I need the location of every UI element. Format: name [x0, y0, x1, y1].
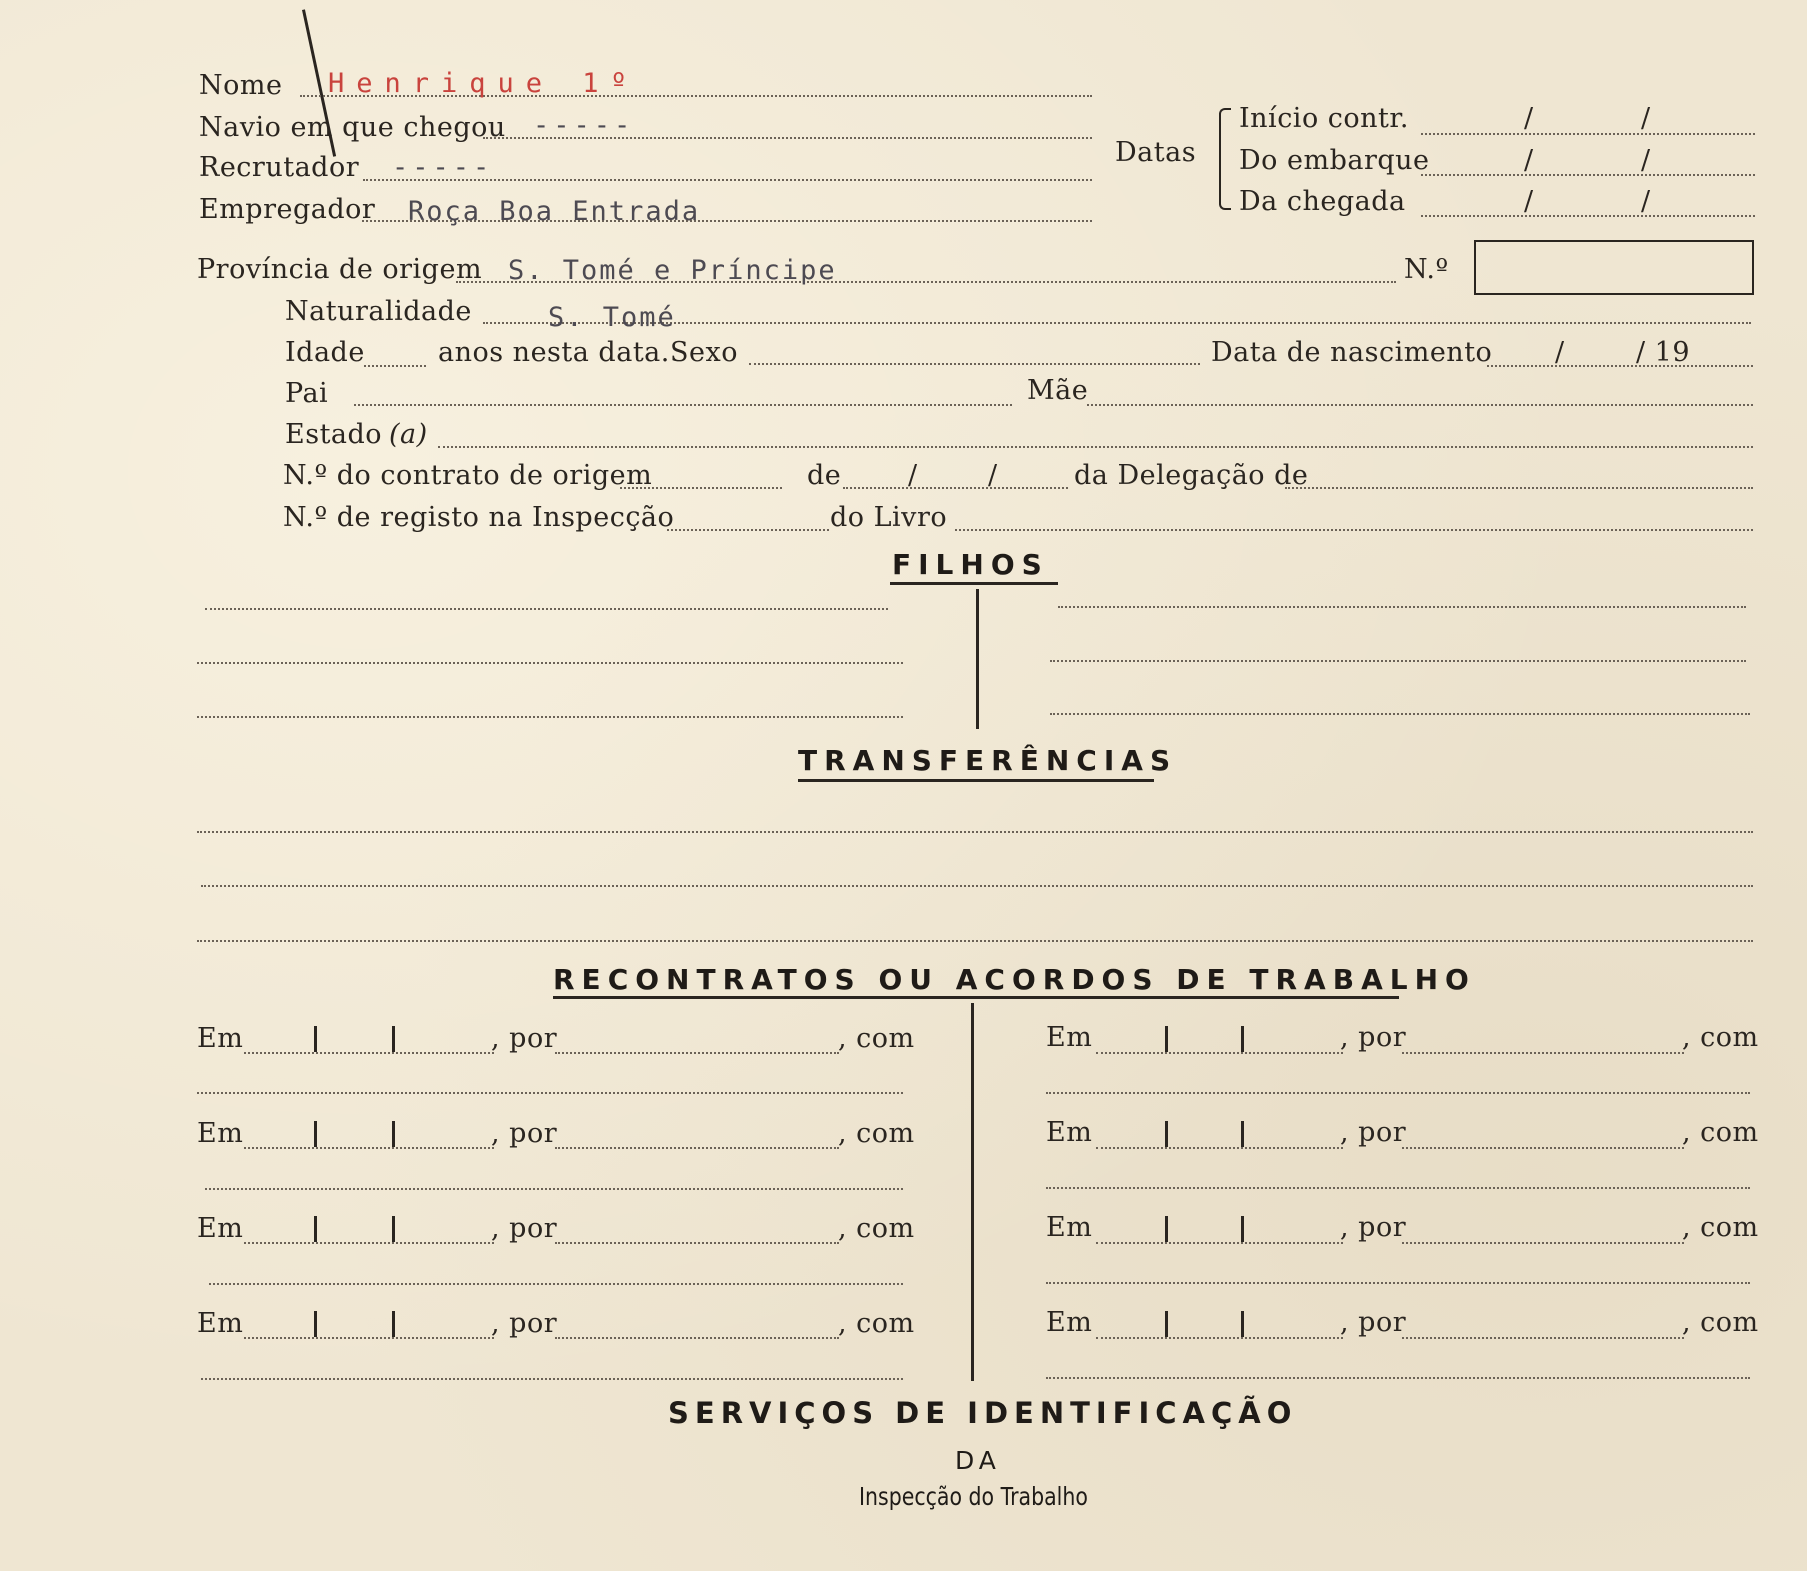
row-date-tick [1241, 1216, 1244, 1242]
row-date-tick [392, 1311, 395, 1337]
row-date-tick [314, 1311, 317, 1337]
chegada-slash-1: / [1524, 186, 1534, 217]
registo-line[interactable] [667, 529, 829, 531]
datas-label: Datas [1115, 137, 1197, 168]
contrato-de-label: de [807, 460, 842, 491]
estado-line[interactable] [438, 446, 1753, 448]
row-com-label: , com [1682, 1307, 1759, 1338]
inicio-label: Início contr. [1239, 103, 1409, 134]
row-date-tick [1165, 1216, 1168, 1242]
row-com-line[interactable] [205, 1188, 903, 1190]
mae-line[interactable] [1087, 404, 1753, 406]
row-date-tick [314, 1026, 317, 1052]
row-com-label: , com [1682, 1022, 1759, 1053]
row-date-tick [1165, 1026, 1168, 1052]
row-em-label: Em [197, 1308, 244, 1339]
nome-value[interactable]: Henrique 1º [328, 68, 639, 99]
contrato-slash-2: / [988, 460, 998, 491]
estado-note: (a) [389, 419, 428, 450]
footer-da: DA [955, 1446, 1001, 1475]
inicio-line [1421, 133, 1755, 135]
filhos-heading: FILHOS [892, 548, 1049, 581]
row-date-line[interactable] [1096, 1052, 1343, 1054]
nascimento-label: Data de nascimento [1211, 337, 1493, 368]
recontratos-heading: RECONTRATOS OU ACORDOS DE TRABALHO [553, 963, 1476, 996]
row-por-line[interactable] [1402, 1052, 1684, 1054]
row-date-tick [392, 1121, 395, 1147]
transferencias-heading: TRANSFERÊNCIAS [798, 744, 1178, 777]
row-date-line[interactable] [244, 1147, 494, 1149]
sexo-label: Sexo [670, 337, 738, 368]
row-com-line[interactable] [1046, 1092, 1750, 1094]
filhos-divider [976, 589, 979, 729]
row-com-label: , com [838, 1023, 915, 1054]
nome-label: Nome [199, 70, 283, 101]
provincia-label: Província de origem [197, 254, 483, 285]
datas-brace [1219, 108, 1231, 210]
row-date-tick [1241, 1121, 1244, 1147]
provincia-value[interactable]: S. Tomé e Príncipe [508, 255, 837, 286]
chegada-line [1421, 215, 1755, 217]
contrato-label: N.º do contrato de origem [283, 460, 653, 491]
row-date-tick [314, 1121, 317, 1147]
empregador-value[interactable]: Roça Boa Entrada [408, 196, 701, 227]
row-por-label: , por [491, 1023, 558, 1054]
row-date-tick [314, 1216, 317, 1242]
row-por-line[interactable] [1402, 1337, 1684, 1339]
row-date-line[interactable] [1096, 1147, 1343, 1149]
row-por-label: , por [1340, 1117, 1407, 1148]
pai-line[interactable] [354, 404, 1012, 406]
row-em-label: Em [1046, 1307, 1093, 1338]
sexo-line[interactable] [749, 363, 1200, 365]
transferencias-underline [798, 779, 1154, 782]
row-por-label: , por [1340, 1022, 1407, 1053]
pai-label: Pai [285, 378, 329, 409]
inicio-slash-1: / [1524, 103, 1534, 134]
row-com-label: , com [1682, 1212, 1759, 1243]
row-com-label: , com [838, 1308, 915, 1339]
recrutador-label: Recrutador [199, 152, 360, 183]
naturalidade-value[interactable]: S. Tomé [548, 302, 676, 333]
naturalidade-label: Naturalidade [285, 296, 472, 327]
row-date-line[interactable] [244, 1052, 494, 1054]
row-por-line[interactable] [1402, 1242, 1684, 1244]
chegada-label: Da chegada [1239, 186, 1406, 217]
mae-label: Mãe [1027, 375, 1089, 406]
row-date-line[interactable] [1096, 1337, 1343, 1339]
idade-label: Idade [285, 337, 365, 368]
chegada-slash-2: / [1641, 186, 1651, 217]
transferencias-line-1[interactable] [197, 831, 1753, 833]
filhos-line-left-2[interactable] [197, 662, 903, 664]
row-com-line[interactable] [201, 1378, 903, 1380]
registo-label: N.º de registo na Inspecção [283, 502, 675, 533]
contrato-date-line[interactable] [843, 487, 1068, 489]
empregador-label: Empregador [199, 194, 376, 225]
row-por-label: , por [491, 1213, 558, 1244]
row-em-label: Em [197, 1023, 244, 1054]
footer-title: SERVIÇOS DE IDENTIFICAÇÃO [668, 1396, 1298, 1430]
embarque-line [1421, 174, 1755, 176]
delegacao-label: da Delegação de [1074, 460, 1309, 491]
anos-label: anos nesta data. [438, 337, 670, 368]
row-por-label: , por [491, 1118, 558, 1149]
nascimento-slash: / [1555, 337, 1565, 368]
transferencias-line-3[interactable] [197, 940, 1753, 942]
row-em-label: Em [1046, 1022, 1093, 1053]
row-com-line[interactable] [1046, 1187, 1750, 1189]
numero-box[interactable] [1474, 240, 1754, 295]
livro-label: do Livro [830, 502, 948, 533]
row-com-label: , com [1682, 1117, 1759, 1148]
inicio-slash-2: / [1641, 103, 1651, 134]
filhos-line-right-1[interactable] [1058, 606, 1746, 608]
row-date-tick [1165, 1121, 1168, 1147]
contrato-slash-1: / [908, 460, 918, 491]
row-por-line[interactable] [1402, 1147, 1684, 1149]
navio-value[interactable]: ----- [533, 110, 635, 141]
row-por-line[interactable] [555, 1242, 839, 1244]
row-em-label: Em [197, 1213, 244, 1244]
row-por-label: , por [491, 1308, 558, 1339]
row-date-tick [1241, 1026, 1244, 1052]
numero-label: N.º [1404, 254, 1449, 285]
nascimento-year-prefix: / 19 [1636, 337, 1691, 368]
recontratos-underline [553, 996, 1399, 999]
row-por-line[interactable] [555, 1147, 839, 1149]
filhos-line-right-3[interactable] [1050, 713, 1750, 715]
row-por-label: , por [1340, 1307, 1407, 1338]
row-em-label: Em [1046, 1117, 1093, 1148]
delegacao-line[interactable] [1285, 487, 1753, 489]
row-com-line[interactable] [1046, 1282, 1750, 1284]
row-em-label: Em [1046, 1212, 1093, 1243]
livro-line[interactable] [955, 529, 1753, 531]
embarque-label: Do embarque [1239, 145, 1430, 176]
embarque-slash-1: / [1524, 145, 1534, 176]
row-date-line[interactable] [244, 1337, 494, 1339]
recontratos-divider [971, 1003, 974, 1381]
row-em-label: Em [197, 1118, 244, 1149]
embarque-slash-2: / [1641, 145, 1651, 176]
row-date-tick [1241, 1311, 1244, 1337]
row-date-tick [392, 1216, 395, 1242]
row-com-line[interactable] [209, 1283, 903, 1285]
navio-label: Navio em que chegou [199, 112, 506, 143]
estado-label: Estado [285, 419, 383, 450]
row-por-line[interactable] [555, 1337, 839, 1339]
nascimento-line[interactable] [1487, 365, 1753, 367]
recrutador-value[interactable]: ----- [392, 152, 494, 183]
row-date-line[interactable] [244, 1242, 494, 1244]
filhos-line-right-2[interactable] [1050, 660, 1746, 662]
transferencias-line-2[interactable] [201, 885, 1753, 887]
filhos-line-left-3[interactable] [197, 716, 903, 718]
row-date-line[interactable] [1096, 1242, 1343, 1244]
row-date-tick [1165, 1311, 1168, 1337]
row-com-line[interactable] [197, 1092, 903, 1094]
contrato-line[interactable] [620, 487, 782, 489]
idade-line[interactable] [364, 365, 426, 367]
row-por-line[interactable] [555, 1052, 839, 1054]
row-por-label: , por [1340, 1212, 1407, 1243]
row-date-tick [392, 1026, 395, 1052]
filhos-line-left-1[interactable] [205, 608, 888, 610]
row-com-line[interactable] [1046, 1377, 1750, 1379]
filhos-underline [890, 582, 1058, 585]
row-com-label: , com [838, 1213, 915, 1244]
row-com-label: , com [838, 1118, 915, 1149]
footer-inspeccao: Inspecção do Trabalho [859, 1482, 1088, 1511]
